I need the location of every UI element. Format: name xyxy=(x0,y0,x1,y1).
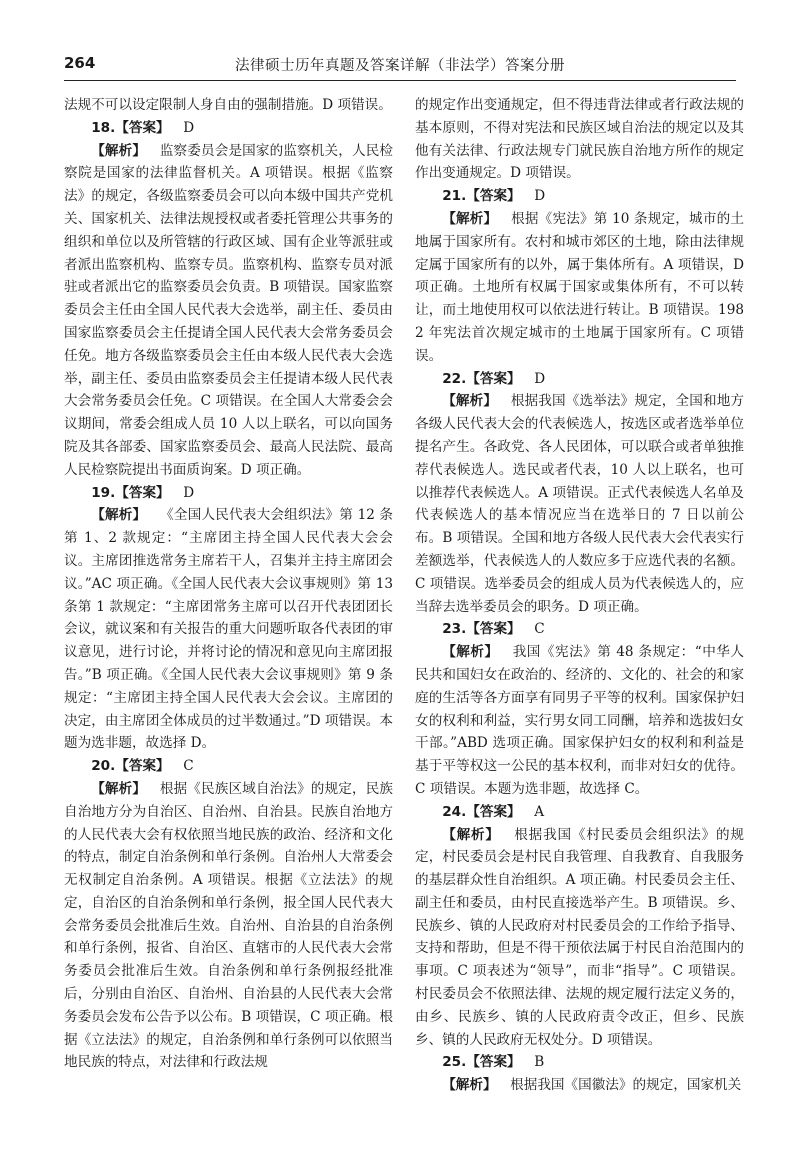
answer-label: 24.【答案】 xyxy=(442,803,521,820)
analysis-label: 【解析】 xyxy=(91,780,147,797)
answer-label: 19.【答案】 xyxy=(91,484,170,501)
analysis-paragraph xyxy=(415,208,744,368)
answer-label: 22.【答案】 xyxy=(442,370,521,387)
right-column xyxy=(415,94,744,1124)
answer-label: 25.【答案】 xyxy=(442,1054,521,1071)
analysis-text: 监察委员会是国家的监察机关，人民检察院是国家的法律监督机关。A 项错误。根据《监察法》的规定，各级监察委员会可以向本级中国共产党机关、国家机关、法律法规授权或者委托管理公共事务的组织和单位以及所管辖的行政区域、国有企业等派驻或者派出监察机构、监察专员。监察机构、监察专员对派驻或者派出它的监察委员会负责。B 项错误。国家监察委员会主任由全国人民代表大会选举，副主任、委员由国家监察委员会主任提请全国人民代表大会常务委员会任免。地方各级监察委员会主任由本级人民代表大会选举，副主任、委员由监察委员会主任提请本级人民代表大会常务委员会任免。C 项错误。在全国人大常委会会议期间，常委会组成人员 10 人以上联名，可以向国务院及其各部委、国家监察委员会、最高人民法院、最高人民检察院提出书面质询案。D 项正确。 xyxy=(64,142,393,478)
analysis-text: 根据《宪法》第 10 条规定，城市的土地属于国家所有。农村和城市郊区的土地，除由法律规定属于国家所有的以外，属于集体所有。A 项错误，D 项正确。土地所有权属于国家或集体所有，不可以转让，而土地使用权可以依法进行转让。B 项错误。1982 年宪法首次规定城市的土地属于国家所有。C 项错误。 xyxy=(415,210,744,364)
answer-value: B xyxy=(534,1054,545,1071)
analysis-text: 我国《宪法》第 48 条规定：“中华人民共和国妇女在政治的、经济的、文化的、社会的和家庭的生活等各方面享有同男子平等的权利。国家保护妇女的权利和利益，实行男女同工同酬，培养和选拔妇女干部。”ABD 选项正确。国家保护妇女的权利和利益是基于平等权这一公民的基本权利，而非对妇女的优待。C 项错误。本题为选非题，故选择 C。 xyxy=(415,644,744,797)
analysis-text: 根据我国《选举法》规定，全国和地方各级人民代表大会的代表候选人，按选区或者选举单位提名产生。各政党、各人民团体，可以联合或者单独推荐代表候选人。选民或者代表，10 人以上联名，也可以推荐代表候选人。A 项错误。正式代表候选人名单及代表候选人的基本情况应当在选举日的 7 日以前公布。B 项错误。全国和地方各级人民代表大会代表实行差额选举，代表候选人的人数应多于应选代表的名额。C 项错误。选举委员会的组成人员为代表候选人的，应当辞去选举委员会的职务。D 项正确。 xyxy=(415,393,744,615)
analysis-paragraph xyxy=(415,641,744,801)
analysis-paragraph xyxy=(415,824,744,1052)
answer-value: D xyxy=(183,484,195,501)
page-number: 264 xyxy=(64,54,96,72)
analysis-label: 【解析】 xyxy=(442,210,498,227)
analysis-text: 根据《民族区域自治法》的规定，民族自治地方分为自治区、自治州、自治县。民族自治地方的人民代表大会有权依照当地民族的政治、经济和文化的特点，制定自治条例和单行条例。自治州人大常委会无权制定自治条例。A 项错误。根据《立法法》的规定，自治区的自治条例和单行条例，报全国人民代表大会常务委员会批准后生效。自治州、自治县的自治条例和单行条例，报省、自治区、直辖市的人民代表大会常务委员会批准后生效。自治条例和单行条例报经批准后，分别由自治区、自治州、自治县的人民代表大会常务委员会发布公告予以公布。B 项错误，C 项正确。根据《立法法》的规定，自治条例和单行条例可以依照当地民族的特点，对法律和行政法规 xyxy=(64,780,393,1071)
analysis-label: 【解析】 xyxy=(91,142,147,159)
body-columns xyxy=(64,94,744,1124)
answer-value: C xyxy=(183,758,194,775)
answer-line xyxy=(64,755,393,778)
answer-value: C xyxy=(534,621,545,638)
analysis-label: 【解析】 xyxy=(442,644,499,661)
analysis-paragraph xyxy=(64,778,393,1074)
answer-line xyxy=(64,482,393,505)
continued-text: 的规定作出变通规定，但不得违背法律或者行政法规的基本原则，不得对宪法和民族区域自治法的规定以及其他有关法律、行政法规专门就民族自治地方所作的规定作出变通规定。D 项错误。 xyxy=(415,97,744,182)
analysis-paragraph xyxy=(64,140,393,482)
answer-line xyxy=(415,618,744,641)
answer-value: D xyxy=(534,370,546,387)
answer-label: 18.【答案】 xyxy=(91,119,170,136)
continued-text: 法规不可以设定限制人身自由的强制措施。D 项错误。 xyxy=(64,97,392,113)
answer-line xyxy=(415,368,744,391)
analysis-label: 【解析】 xyxy=(442,1077,497,1094)
answer-line xyxy=(415,801,744,824)
page-header xyxy=(64,50,736,81)
answer-label: 20.【答案】 xyxy=(91,758,170,775)
answer-value: D xyxy=(534,188,546,205)
analysis-label: 【解析】 xyxy=(442,393,498,410)
analysis-text: 根据我国《村民委员会组织法》的规定，村民委员会是村民自我管理、自我教育、自我服务的基层群众性自治组织。A 项正确。村民委员会主任、副主任和委员，由村民直接选举产生。B 项错误。乡、民族乡、镇的人民政府对村民委员会的工作给予指导、支持和帮助，但是不得干预依法属于村民自治范围内的事项。C 项表述为“领导”，而非“指导”。C 项错误。村民委员会不依照法律、法规的规定履行法定义务的，由乡、民族乡、镇的人民政府责令改正，但乡、民族乡、镇的人民政府无权处分。D 项错误。 xyxy=(415,826,744,1048)
analysis-text: 《全国人民代表大会组织法》第 12 条第 1、2 款规定：“主席团主持全国人民代表大会会议。主席团推选常务主席若干人，召集并主持主席团会议。”AC 项正确。《全国人民代表大会议事规则》第 13 条第 1 款规定：“主席团常务主席可以召开代表团团长会议，就议案和有关报告的重大问题听取各代表团的审议意见，进行讨论，并将讨论的情况和意见向主席团报告。”B 项正确。《全国人民代表大会议事规则》第 9 条规定：“主席团主持全国人民代表大会会议。主席团的决定，由主席团全体成员的过半数通过。”D 项错误。本题为选非题，故选择 D。 xyxy=(64,507,393,752)
answer-label: 23.【答案】 xyxy=(442,621,521,638)
analysis-label: 【解析】 xyxy=(91,507,147,524)
answer-line xyxy=(64,117,393,140)
left-column xyxy=(64,94,393,1124)
answer-value: A xyxy=(534,803,545,820)
analysis-text: 根据我国《国徽法》的规定，国家机关 xyxy=(510,1077,742,1094)
answer-line xyxy=(415,185,744,208)
answer-label: 21.【答案】 xyxy=(442,188,521,205)
analysis-paragraph xyxy=(415,390,744,618)
running-title: 法律硕士历年真题及答案详解（非法学）答案分册 xyxy=(235,58,565,74)
analysis-paragraph xyxy=(415,1074,744,1097)
analysis-label: 【解析】 xyxy=(442,826,500,843)
analysis-paragraph xyxy=(64,504,393,755)
answer-line xyxy=(415,1051,744,1074)
answer-value: D xyxy=(183,119,195,136)
